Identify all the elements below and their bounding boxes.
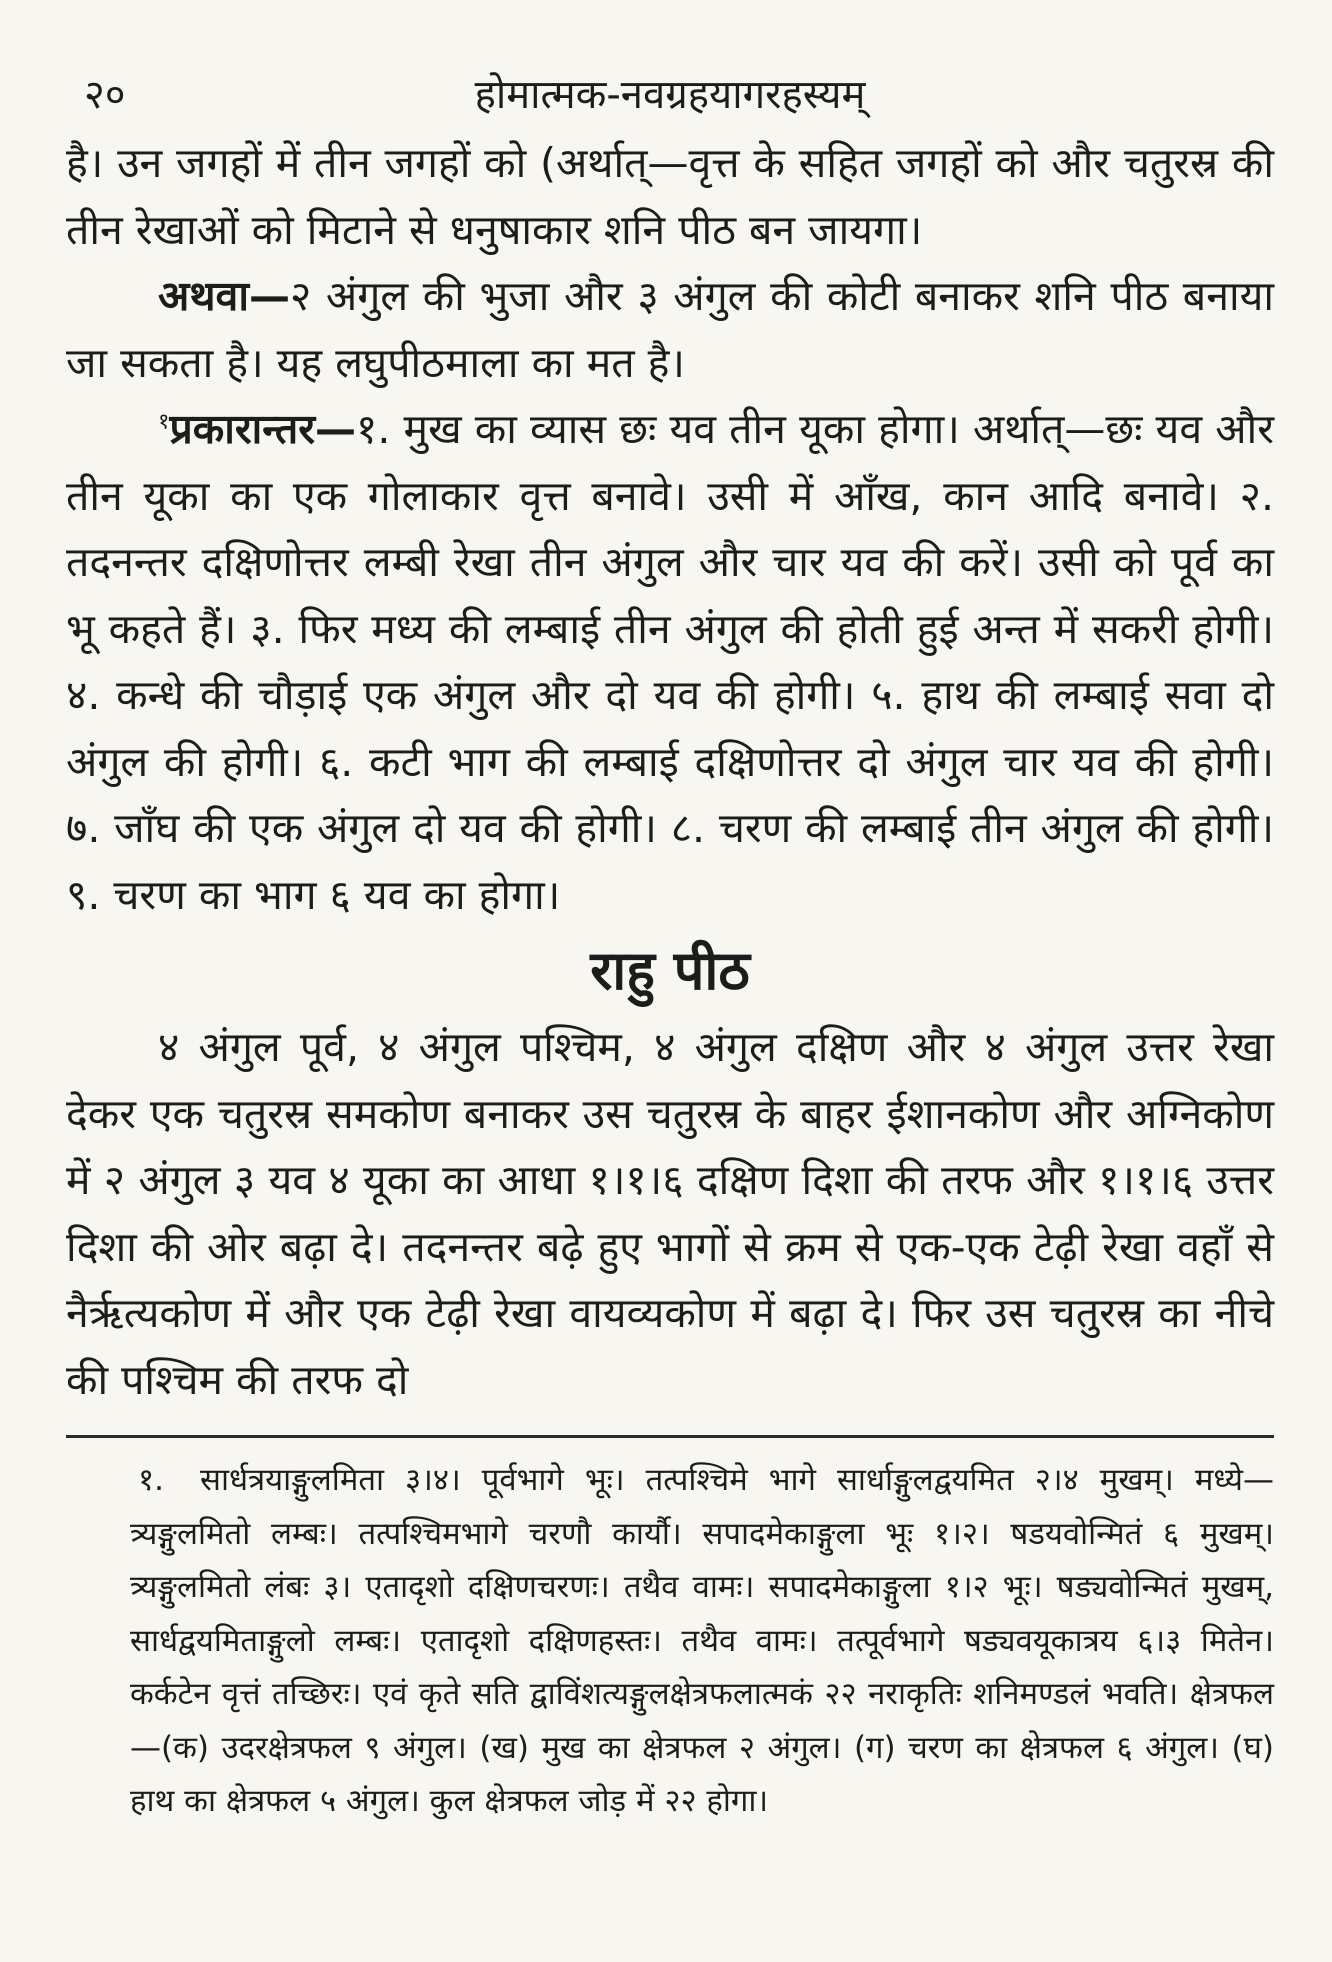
- paragraph-3-text: १. मुख का व्यास छः यव तीन यूका होगा। अर्थात्—छः यव और तीन यूका का एक गोलाकार वृत्त बनावे। उसी में आँख, कान आदि बनावे। २. तदनन्तर दक्षिणोत्तर लम्बी रेखा तीन अंगुल और चार यव की करें। उसी को पूर्व का भू कहते हैं। ३. फिर मध्य की लम्बाई तीन अंगुल की होती हुई अन्त में सकरी होगी। ४. कन्धे की चौड़ाई एक अंगुल और दो यव की होगी। ५. हाथ की लम्बाई सवा दो अंगुल की होगी। ६. कटी भाग की लम्बाई दक्षिणोत्तर दो अंगुल चार यव की होगी। ७. जाँघ की एक अंगुल दो यव की होगी। ८. चरण की लम्बाई तीन अंगुल की होगी। ९. चरण का भाग ६ यव का होगा।: [66, 405, 1274, 919]
- section-heading: राहु पीठ: [590, 939, 750, 1002]
- footnote-text: सार्धत्रयाङ्गुलमिता ३।४। पूर्वभागे भूः। तत्पश्चिमे भागे सार्धाङ्गुलद्वयमित २।४ मुखम्। मध्ये—त्र्यङ्गुलमितो लम्बः। तत्पश्चिमभागे चरणौ कार्यौ। सपादमेकाङ्गुला भूः १।२। षडयवोन्मितं ६ मुखम्। त्र्यङ्गुलमितो लंबः ३। एतादृशो दक्षिणचरणः। तथैव वामः। सपादमेकाङ्गुला १।२ भूः। षड्यवोन्मितं मुखम्, सार्धद्वयमिताङ्गुलो लम्बः। एतादृशो दक्षिणहस्तः। तथैव वामः। तत्पूर्वभागे षड्यवयूकात्रय ६।३ मितेन। कर्कटेन वृत्तं तच्छिरः। एवं कृते सति द्वाविंशत्यङ्गुलक्षेत्रफलात्मकं २२ नराकृतिः शनिमण्डलं भवति। क्षेत्रफल—(क) उदरक्षेत्रफल ९ अंगुल। (ख) मुख का क्षेत्रफल २ अंगुल। (ग) चरण का क्षेत्रफल ६ अंगुल। (घ) हाथ का क्षेत्रफल ५ अंगुल। कुल क्षेत्रफल जोड़ में २२ होगा।: [130, 1462, 1274, 1819]
- paragraph-2-lead: अथवा—: [158, 272, 290, 320]
- paragraph-4: ४ अंगुल पूर्व, ४ अंगुल पश्चिम, ४ अंगुल दक्षिण और ४ अंगुल उत्तर रेखा देकर एक चतुरस्र समकोण बनाकर उस चतुरस्र के बाहर ईशानकोण और अग्निकोण में २ अंगुल ३ यव ४ यूका का आधा १।१।६ दक्षिण दिशा की तरफ और १।१।६ उत्तर दिशा की ओर बढ़ा दे। तदनन्तर बढ़े हुए भागों से क्रम से एक-एक टेढ़ी रेखा वहाँ से नैर्ऋत्यकोण में और एक टेढ़ी रेखा वायव्यकोण में बढ़ा दे। फिर उस चतुरस्र का नीचे की पश्चिम की तरफ दो: [66, 1023, 1274, 1404]
- page-header: [66, 62, 1274, 128]
- running-title: होमात्मक-नवग्रहयागरहस्यम्: [474, 72, 866, 118]
- paragraph-2: [66, 263, 1274, 396]
- paragraph-3-lead: प्रकारान्तर—: [169, 405, 357, 453]
- page-number: २०: [84, 72, 126, 118]
- paragraph-1: है। उन जगहों में तीन जगहों को (अर्थात्—वृत्त के सहित जगहों को और चतुरस्र की तीन रेखाओं को मिटाने से धनुषाकार शनि पीठ बन जायगा।: [66, 139, 1274, 254]
- footnote: [66, 1454, 1274, 1829]
- footnote-reference: १: [158, 409, 170, 435]
- paragraph-3: [66, 396, 1274, 928]
- footnote-divider: [66, 1435, 1274, 1438]
- paragraph-2-text: २ अंगुल की भुजा और ३ अंगुल की कोटी बनाकर शनि पीठ बनाया जा सकता है। यह लघुपीठमाला का मत है।: [66, 272, 1274, 387]
- body-text: [66, 130, 1274, 1413]
- footnote-marker: १.: [138, 1462, 164, 1498]
